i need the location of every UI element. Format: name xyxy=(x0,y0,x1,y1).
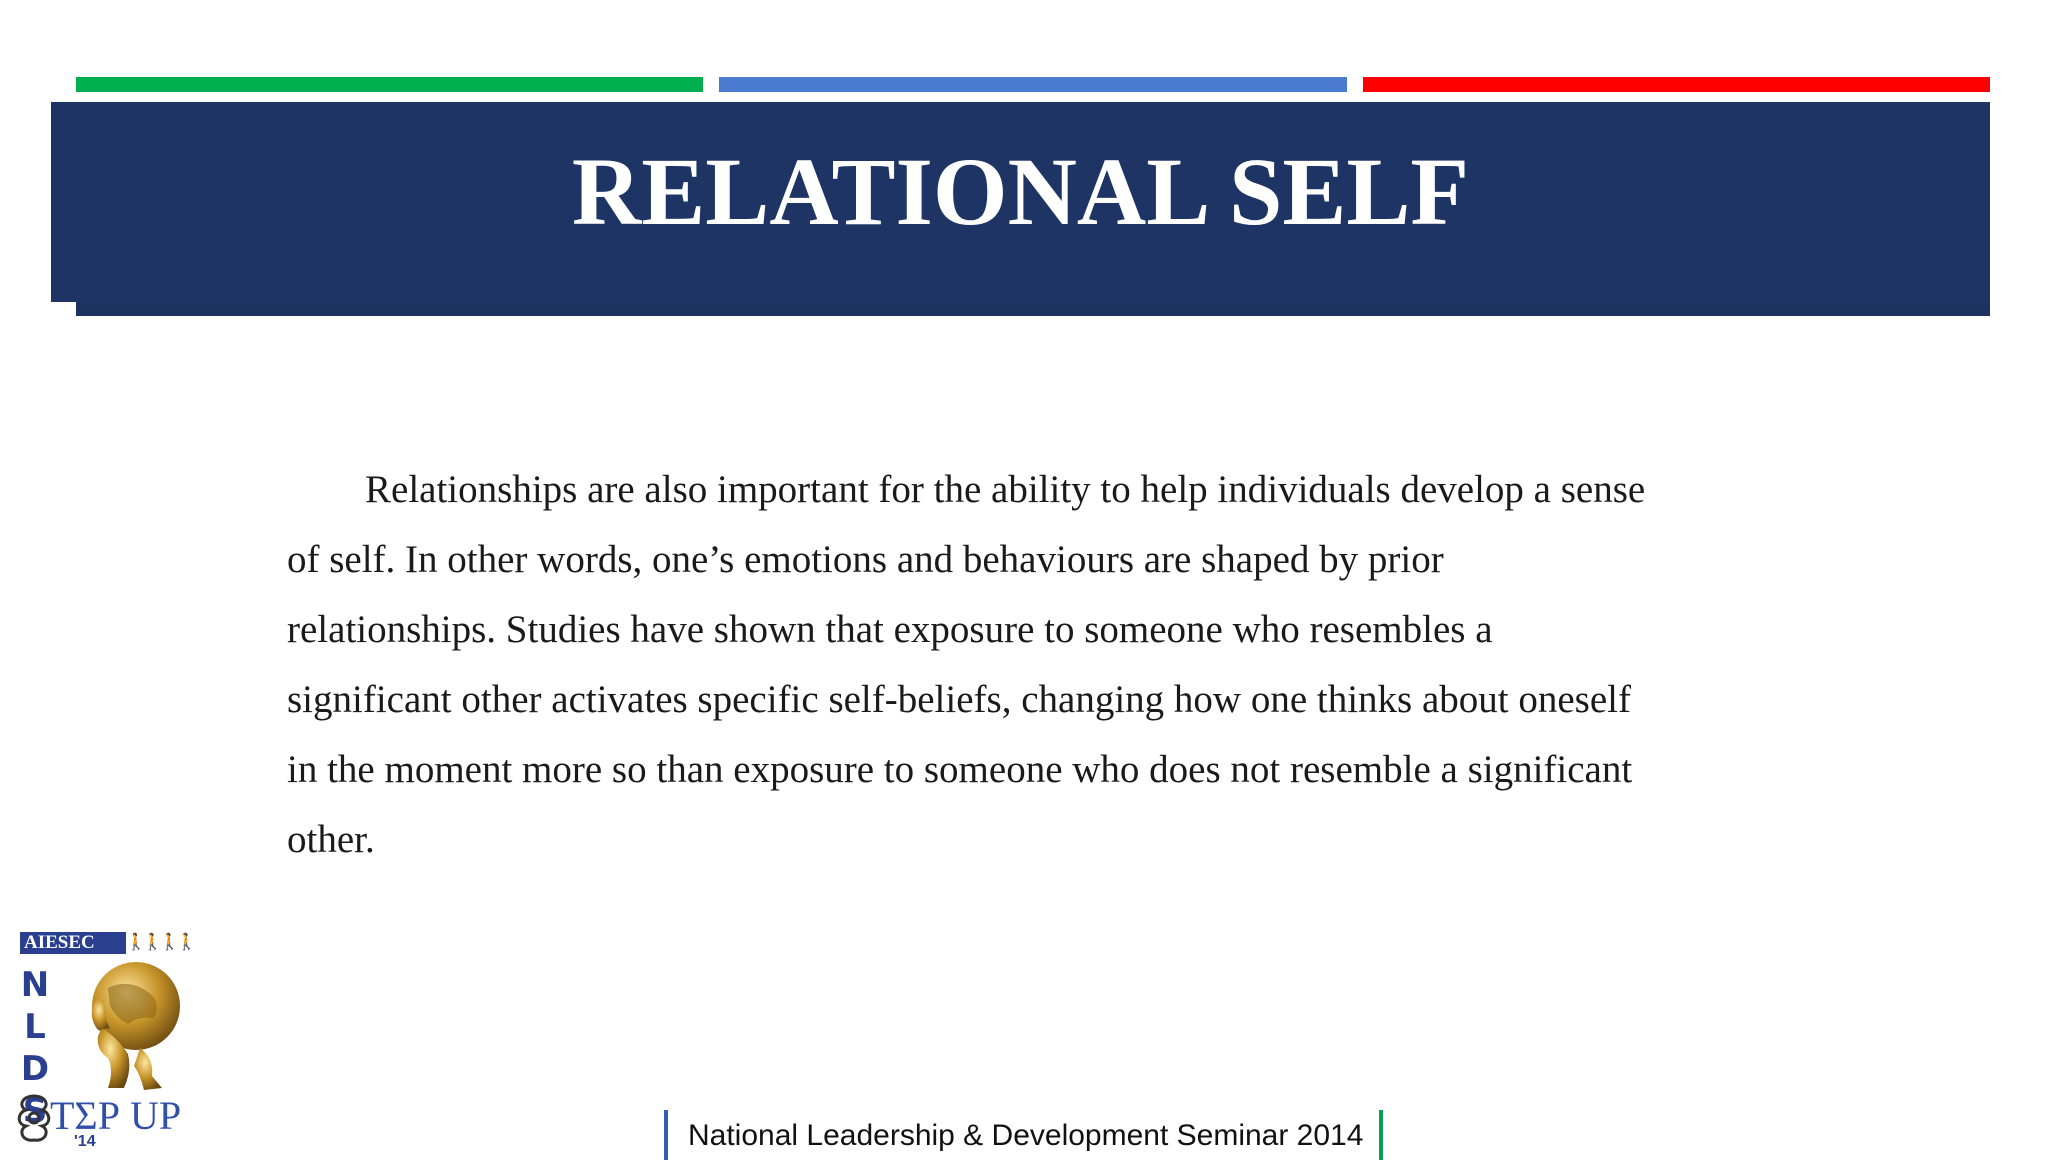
body-line: of self. In other words, one’s emotions and behaviours are shaped by prior xyxy=(287,538,1444,581)
body-line: significant other activates specific self-beliefs, changing how one thinks about oneself xyxy=(287,678,1631,721)
logo-letter: N xyxy=(20,965,50,1005)
body-line: in the moment more so than exposure to someone who does not resemble a significant xyxy=(287,748,1633,791)
body-line: other. xyxy=(287,818,375,861)
logo-slogan: ΤΣΡ UP xyxy=(50,1093,182,1138)
accent-bar-red xyxy=(1363,77,1990,92)
accent-bar-blue xyxy=(719,77,1347,92)
footer-divider-right xyxy=(1379,1110,1383,1160)
swirl-ornament-icon xyxy=(14,1092,54,1144)
footer-divider-left xyxy=(664,1110,668,1160)
logo-letter: L xyxy=(24,1007,46,1047)
logo-year: '14 xyxy=(74,1133,96,1150)
footer-seminar-name: National Leadership & Development Seminar 2014 xyxy=(688,1119,1364,1152)
accent-bar-green xyxy=(76,77,703,92)
atlas-globe-icon xyxy=(58,958,198,1098)
logo-org-name: AIESEC xyxy=(20,932,126,954)
logo-letter: S xyxy=(22,1091,48,1131)
slide-body-text xyxy=(287,455,1787,875)
nlds-logo xyxy=(14,928,199,1152)
slide-title: RELATIONAL SELF xyxy=(571,138,1470,245)
body-line: Relationships are also important for the ability to help individuals develop a sense xyxy=(365,468,1646,511)
people-figures-icon: 🚶🚶🚶🚶 xyxy=(126,932,194,951)
logo-letter: D xyxy=(20,1049,50,1089)
body-line: relationships. Studies have shown that exposure to someone who resembles a xyxy=(287,608,1493,651)
